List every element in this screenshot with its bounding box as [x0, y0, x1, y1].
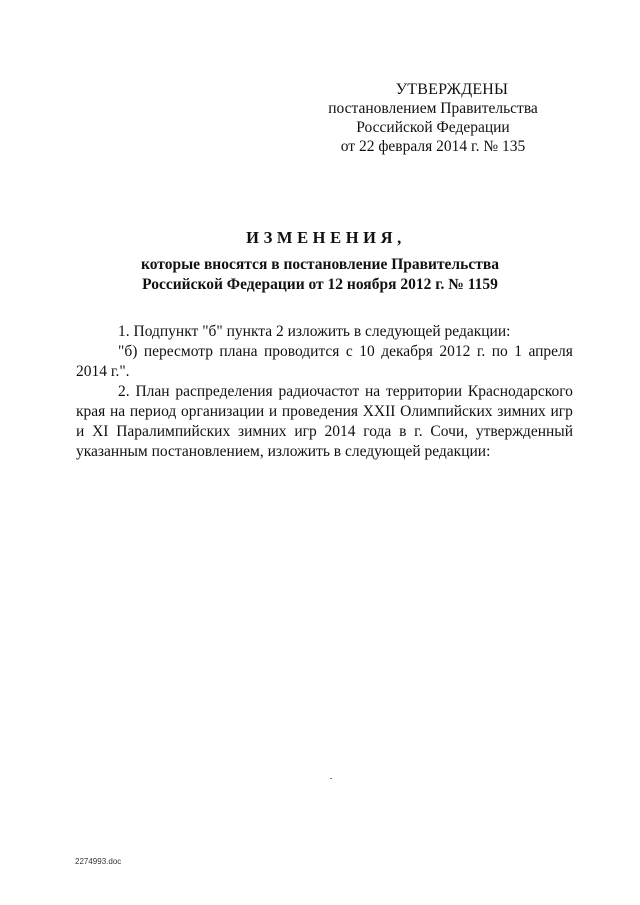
item2-l2-word: Олимпийских	[400, 403, 493, 420]
item2-l2-word: организации	[180, 403, 265, 420]
item2-l2-word: XXII	[362, 403, 396, 420]
item2-l1-word: Краснодарского	[467, 383, 573, 400]
item-1-quote-line	[76, 342, 573, 362]
footer-doc-id: 2274993.doc	[75, 857, 122, 866]
item-1-quote-end: 2014 г.".	[76, 363, 130, 380]
item2-l1-word: радиочастот	[278, 383, 360, 400]
document-subtitle-line-2: Российской Федерации от 12 ноября 2012 г. № 1159	[142, 276, 498, 293]
item2-l2-word: проведения	[281, 403, 359, 420]
quote-word: с	[345, 343, 353, 360]
quote-word: "б)	[118, 343, 138, 360]
quote-word: по	[491, 343, 508, 360]
item2-l3-word: Паралимпийских	[116, 423, 231, 440]
quote-word: 2012	[439, 343, 471, 360]
item2-l3-word: и	[76, 423, 85, 440]
item-2-line-1	[76, 382, 573, 402]
approval-line-2: Российской Федерации	[356, 119, 510, 136]
item2-l2-word: на	[109, 403, 126, 420]
item2-l2-word: игр	[550, 403, 573, 420]
item2-l3-word: г.	[414, 423, 423, 440]
quote-word: пересмотр	[143, 343, 213, 360]
scan-speck	[330, 778, 332, 779]
quote-word: г.	[476, 343, 486, 360]
quote-word: проводится	[263, 343, 340, 360]
item2-l1-word: территории	[385, 383, 463, 400]
item2-l3-word: XI	[92, 423, 109, 440]
document-title: ИЗМЕНЕНИЯ,	[246, 228, 406, 247]
approval-stamp	[318, 80, 548, 156]
quote-word: 10	[359, 343, 375, 360]
item2-l3-word: игр	[294, 423, 317, 440]
item2-l1-word: План	[135, 383, 170, 400]
item2-l3-word: года	[363, 423, 392, 440]
item2-l2-word: период	[129, 403, 177, 420]
document-heading	[110, 228, 530, 295]
item-2-line-4: указанным постановлением, изложить в следующей редакции:	[76, 443, 491, 460]
item-2-line-2	[76, 402, 573, 422]
item2-l3-word: Сочи,	[430, 423, 469, 440]
quote-word: 1	[514, 343, 522, 360]
item2-l1-word: 2.	[118, 383, 130, 400]
quote-word: плана	[219, 343, 258, 360]
item2-l3-word: в	[399, 423, 407, 440]
item-2-line-3	[76, 422, 573, 442]
approval-line-3: от 22 февраля 2014 г. № 135	[340, 138, 526, 155]
approval-heading: УТВЕРЖДЕНЫ	[395, 81, 509, 98]
item2-l3-word: утвержденный	[475, 423, 573, 440]
item2-l2-word: края	[76, 403, 106, 420]
item2-l1-word: на	[364, 383, 381, 400]
approval-line-1: постановлением Правительства	[328, 100, 538, 117]
item-1-text: 1. Подпункт "б" пункта 2 изложить в следующей редакции:	[118, 323, 511, 340]
document-subtitle-line-1: которые вносятся в постановление Правительства	[141, 256, 499, 273]
item2-l3-word: зимних	[237, 423, 287, 440]
item2-l3-word: 2014	[324, 423, 356, 440]
item2-l1-word: распределения	[175, 383, 273, 400]
item2-l2-word: зимних	[497, 403, 546, 420]
item2-l2-word: и	[268, 403, 278, 420]
quote-word: декабря	[381, 343, 433, 360]
quote-word: апреля	[528, 343, 573, 360]
document-body	[76, 322, 573, 462]
